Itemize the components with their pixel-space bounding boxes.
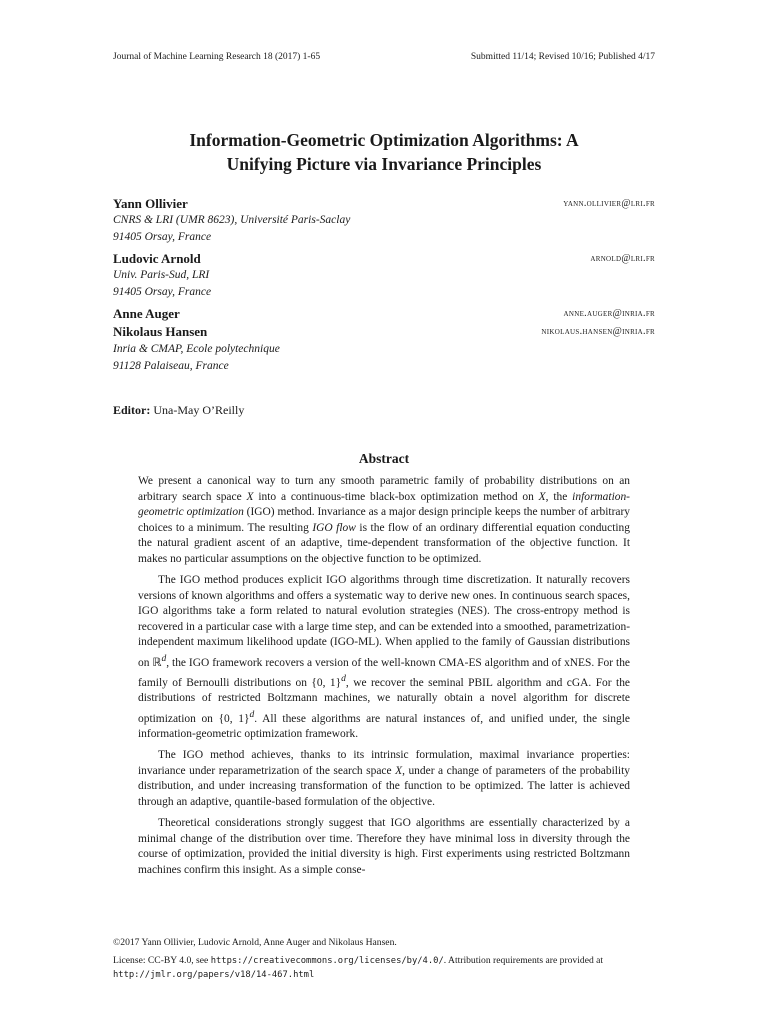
abstract-heading: Abstract (358, 451, 410, 466)
text-run: . All these algorithms are natural instances of, and unified under, the single information-geometric optimization framework. (138, 712, 630, 740)
abstract-paragraph-3 (138, 748, 630, 810)
emphasis: information-geometric optimization (138, 490, 630, 518)
emphasis: IGO flow (312, 521, 356, 534)
editor-name: Una-May O’Reilly (153, 403, 245, 417)
author-affiliation (113, 267, 211, 301)
math-superscript: d (341, 672, 346, 684)
math-symbol: ℝ (152, 656, 162, 669)
math-symbol: X (538, 490, 546, 503)
journal-header: Journal of Machine Learning Research 18 (2017) 1-65 (113, 52, 321, 62)
abstract-body (138, 474, 630, 884)
text-run: , under a change of parameters of the probability distribution, and under increasing transformation of the function to be optimized. The latter is achieved through an adaptive, quantile-based formulation of the objective. (138, 764, 630, 808)
abstract-paragraph-4: Theoretical considerations strongly suggest that IGO algorithms are essentially characterized by a minimal change of the distribution over time. Therefore they have minimal loss in diversity through the course of optimization, provided the initial diversity is high. First experiments using restricted Boltzmann machines confirm this insight. As a simple conse- (138, 817, 630, 876)
paper-title (0, 128, 768, 176)
author-affiliation (113, 212, 350, 246)
copyright-notice: ©2017 Yann Ollivier, Ludovic Arnold, Anne Auger and Nikolaus Hansen. (113, 937, 397, 948)
abstract-paragraph-1 (138, 474, 630, 567)
text-run: , the IGO framework recovers a version of the well-known CMA-ES algorithm and of xNES. For the family of Bernoulli distributions on (138, 656, 631, 689)
math-symbol: {0, 1} (218, 712, 250, 725)
author-email: arnold@lri.fr (590, 253, 655, 264)
author-affiliation (113, 341, 280, 375)
text-run: (IGO) method. Invariance as a major design principle keeps the number of arbitrary choices to a minimum. The resulting (138, 506, 630, 534)
author-name: Nikolaus Hansen (113, 324, 208, 339)
affiliation-line: 91405 Orsay, France (113, 231, 212, 243)
math-symbol: {0, 1} (311, 676, 342, 689)
author-name: Ludovic Arnold (113, 251, 201, 266)
text-run: is the flow of an ordinary differential equation conducting the natural gradient ascent of an adaptive, time-dependent transformation of the objective function. It makes no particular assumptions on the objective function to be optimized. (138, 521, 630, 565)
text-run: , we recover the seminal PBIL algorithm and cGA. For the distributions of restricted Boltzmann machines, we naturally obtain a novel algorithm for discrete optimization on (138, 676, 630, 725)
text-run: The IGO method produces explicit IGO algorithms through time discretization. It naturally recovers versions of known algorithms and offers a systematic way to derive new ones. In continuous search spaces, IGO algorithms take a form related to natural evolution strategies (NES). The cross-entropy method is recovered in a particular case with a large time step, and can be extended into a smoothed, parametrization-independent maximum likelihood update (IGO-ML). When applied to the family of Gaussian distributions on (138, 574, 630, 669)
text-run: License: CC-BY 4.0, see (113, 955, 211, 966)
text-run: , the (545, 490, 573, 503)
author-name: Anne Auger (113, 306, 180, 321)
author-name: Yann Ollivier (113, 196, 188, 211)
editor-line (113, 403, 244, 418)
affiliation-line: 91405 Orsay, France (113, 286, 212, 298)
abstract-paragraph-2 (138, 573, 630, 742)
math-symbol: X (395, 764, 403, 777)
license-notice (113, 954, 655, 982)
license-link[interactable]: https://creativecommons.org/licenses/by/4.0/ (210, 956, 444, 966)
submission-dates: Submitted 11/14; Revised 10/16; Published 4/17 (470, 52, 655, 62)
title-line-2: Unifying Picture via Invariance Principles (226, 154, 542, 174)
author-email: anne.auger@inria.fr (563, 308, 655, 319)
affiliation-line: CNRS & LRI (UMR 8623), Université Paris-Saclay (113, 214, 351, 226)
text-run: into a continuous-time black-box optimization method on (253, 490, 539, 503)
text-run: . Attribution requirements are provided at (443, 955, 604, 966)
title-line-1: Information-Geometric Optimization Algorithms: A (189, 130, 579, 150)
affiliation-line: Inria & CMAP, Ecole polytechnique (113, 343, 280, 355)
affiliation-line: 91128 Palaiseau, France (113, 360, 229, 372)
editor-label: Editor: (113, 403, 151, 417)
author-email: nikolaus.hansen@inria.fr (541, 326, 655, 337)
paper-link[interactable]: http://jmlr.org/papers/v18/14-467.html (113, 970, 315, 980)
math-superscript: d (249, 708, 255, 720)
text-run: We present a canonical way to turn any smooth parametric family of probability distributions on an arbitrary search space (138, 475, 630, 503)
author-email: yann.ollivier@lri.fr (563, 198, 655, 209)
text-run: The IGO method achieves, thanks to its intrinsic formulation, maximal invariance properties: invariance under reparametrization of the search space (138, 749, 630, 777)
math-superscript: d (161, 652, 167, 664)
math-symbol: X (246, 490, 254, 503)
affiliation-line: Univ. Paris-Sud, LRI (113, 269, 210, 281)
